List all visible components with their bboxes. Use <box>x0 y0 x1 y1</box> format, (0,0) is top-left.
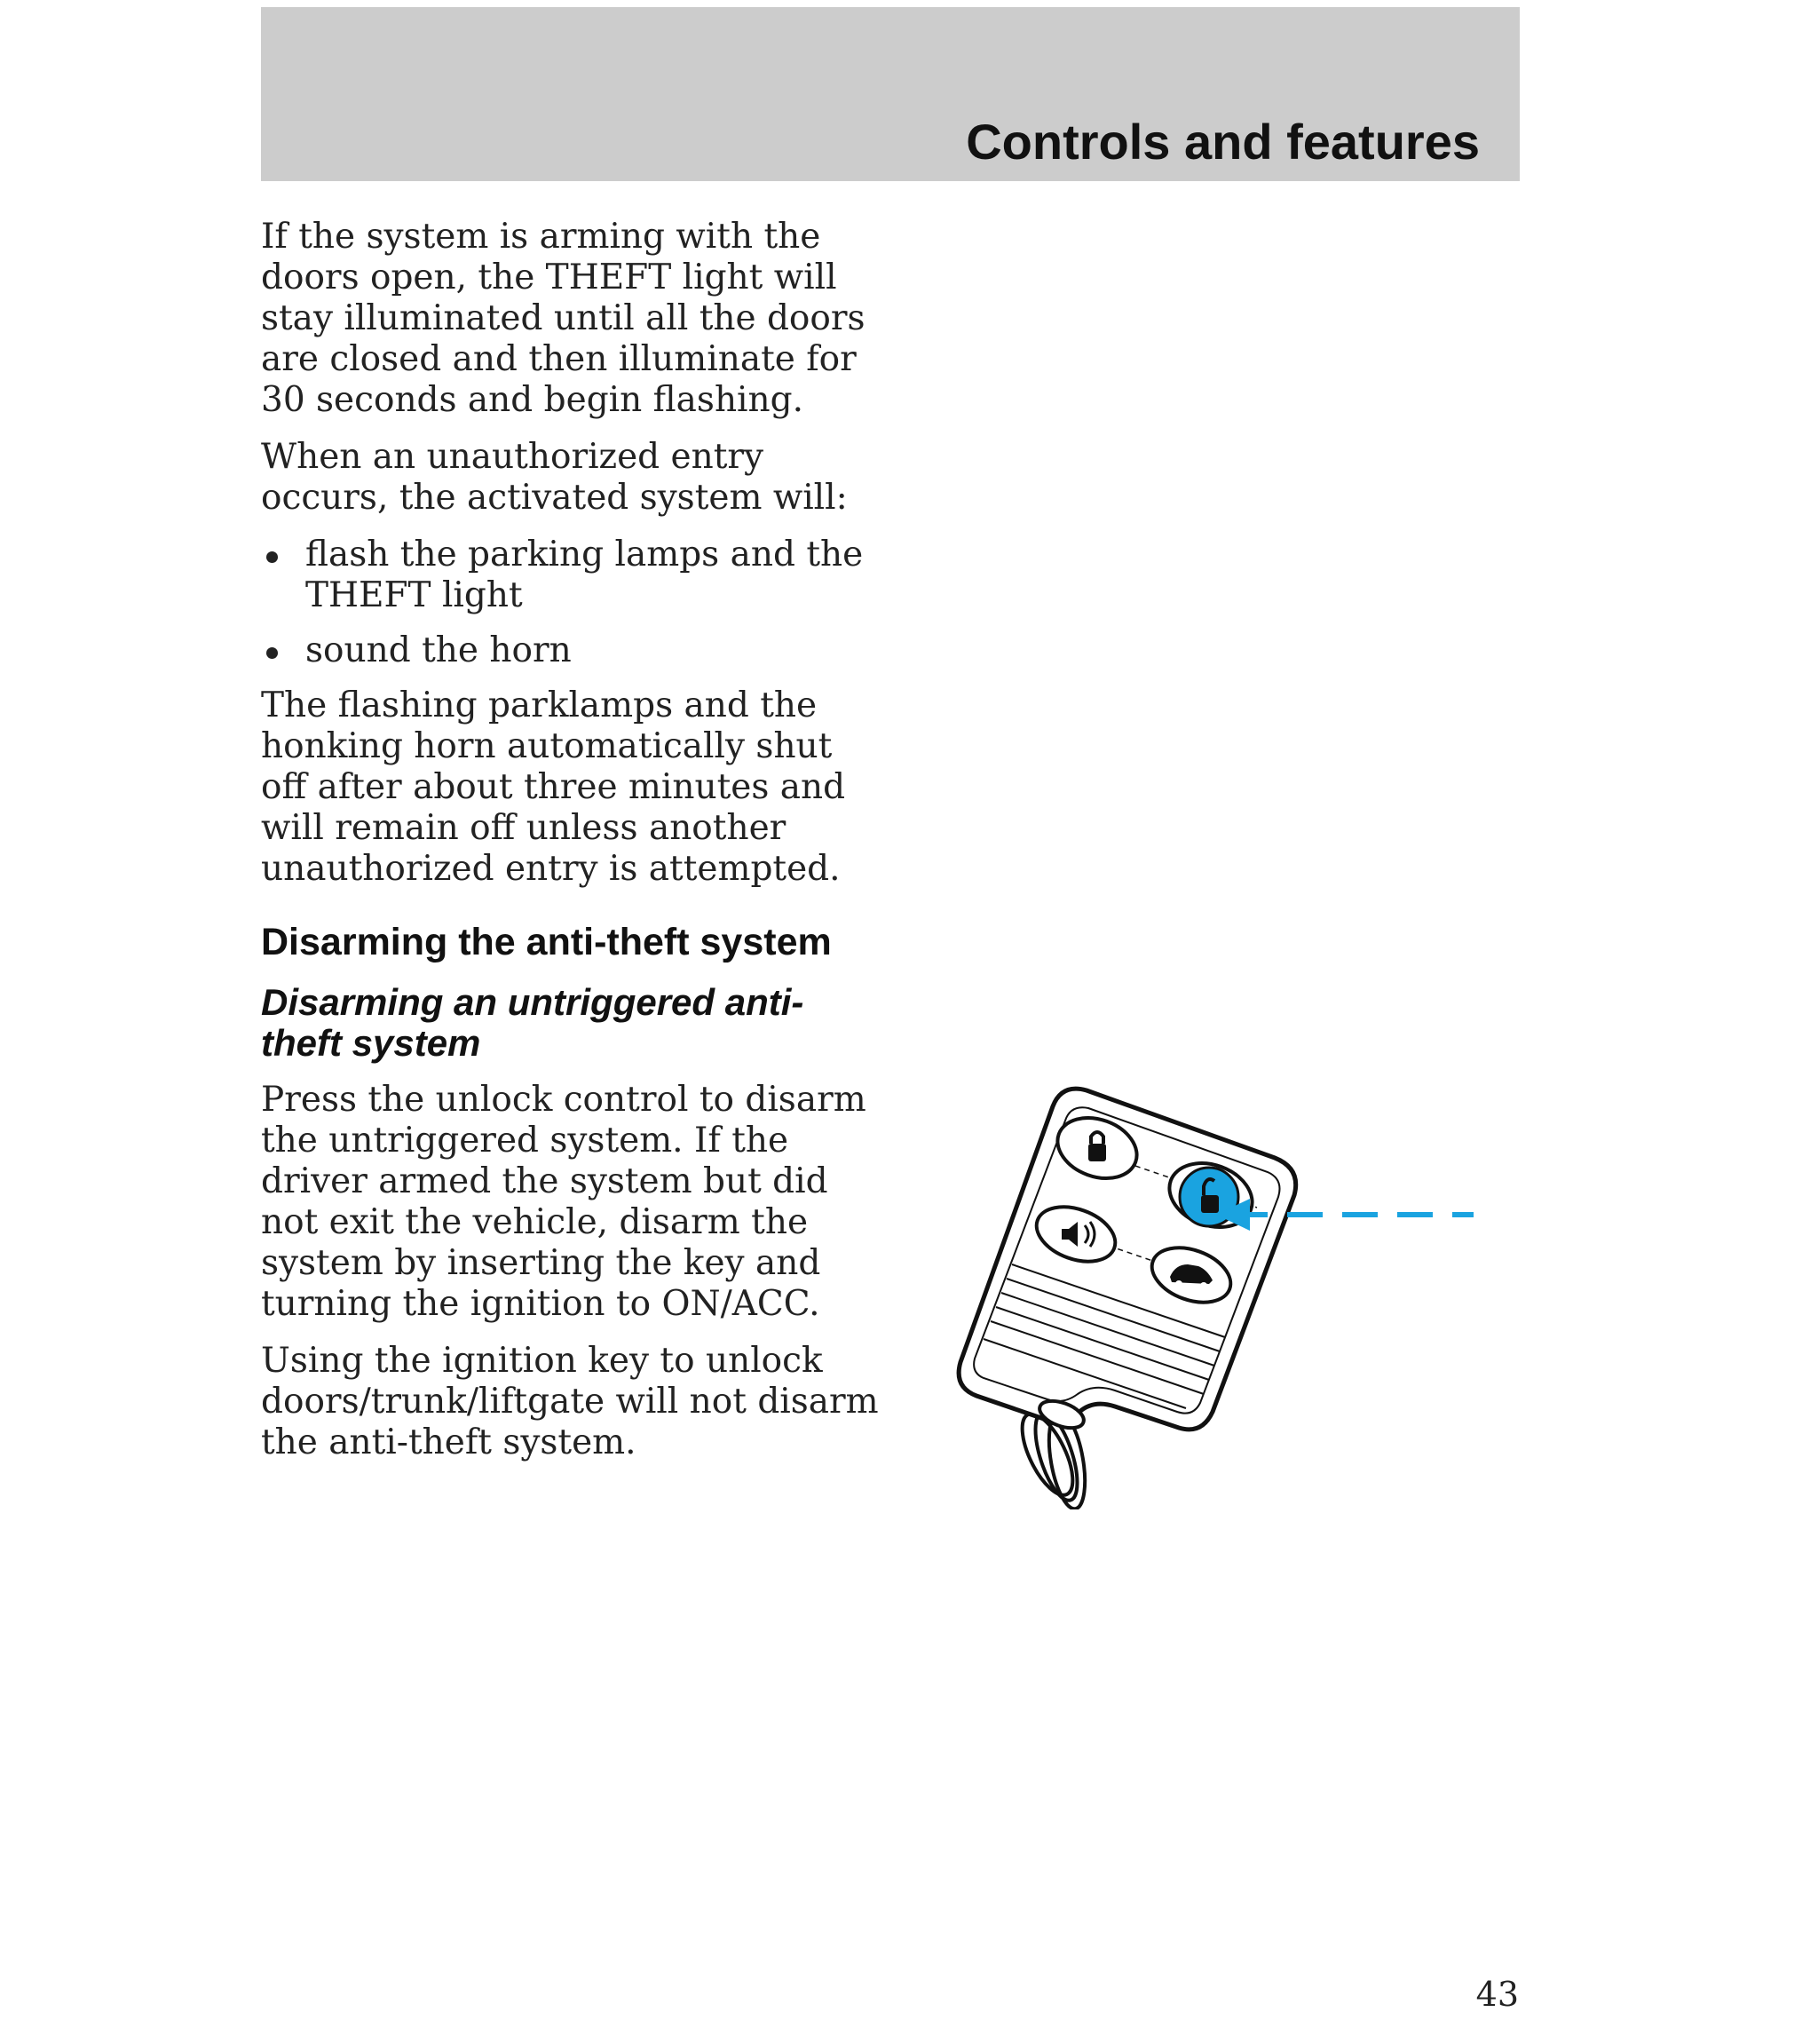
list-item <box>261 630 882 671</box>
paragraph-ignition-key: Using the ignition key to unlock doors/trunk/liftgate will not disarm the anti-theft system. <box>261 1341 879 1462</box>
paragraph-disarm-unlock: Press the unlock control to disarm the untriggered system. If the driver armed the system but did not exit the vehicle, disarm the system by inserting the key and turning the ignition to ON/ACC. <box>261 1080 866 1324</box>
paragraph-horn-shutoff: The flashing parklamps and the honking horn automatically shut off after about three minutes and will remain off unless another unauthorized entry is attempted. <box>261 685 846 889</box>
bullet-text: flash the parking lamps and the THEFT light <box>305 535 864 615</box>
header-band <box>261 7 1520 181</box>
bullet-list <box>261 535 882 671</box>
paragraph-arming: If the system is arming with the doors open, the THEFT light will stay illuminated until all the doors are closed and then illuminate for 30 seconds and begin flashing. <box>261 217 866 420</box>
body-text-column <box>261 217 882 1479</box>
bullet-text: sound the horn <box>305 630 572 670</box>
paragraph-unauthorized-entry: When an unauthorized entry occurs, the activated system will: <box>261 437 848 518</box>
page-number: 43 <box>1475 1975 1519 2014</box>
bullet-dot <box>266 551 278 563</box>
section-heading: Disarming the anti-theft system <box>261 921 832 963</box>
section-title: Controls and features <box>966 114 1480 170</box>
fob-body <box>959 1089 1296 1433</box>
bullet-dot <box>266 647 278 659</box>
list-item <box>261 535 882 616</box>
key-fob-illustration <box>950 1083 1482 1509</box>
subsection-heading: Disarming an untriggered anti-theft system <box>261 981 804 1064</box>
